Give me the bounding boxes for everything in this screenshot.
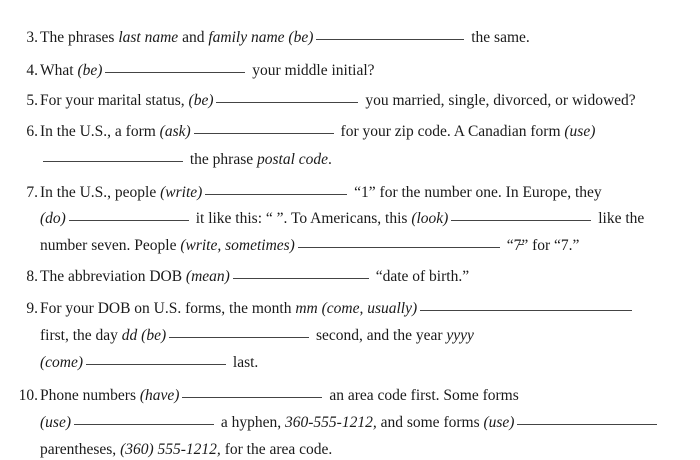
italic-text: (use) xyxy=(564,123,596,140)
text-fragment: for your zip code. A Canadian form xyxy=(336,123,565,140)
italic-text: (be) xyxy=(188,92,214,109)
italic-text: 360-555-1212, xyxy=(285,414,377,431)
text-fragment: “7̵” for “7.” xyxy=(502,237,580,254)
italic-text: (look) xyxy=(411,210,449,227)
italic-text: (have) xyxy=(139,387,180,404)
italic-text: (come) xyxy=(40,354,84,371)
answer-blank[interactable] xyxy=(105,72,245,73)
answer-blank[interactable] xyxy=(420,310,632,311)
item-text-line xyxy=(40,441,332,459)
item-text-line xyxy=(40,210,644,228)
italic-text: last name xyxy=(118,29,179,46)
answer-blank[interactable] xyxy=(205,194,347,195)
answer-blank[interactable] xyxy=(216,102,358,103)
italic-text: (use) xyxy=(40,414,71,431)
italic-text: (write) xyxy=(160,184,203,201)
italic-text: mm (come, usually) xyxy=(295,300,418,317)
text-fragment: the same. xyxy=(467,29,530,46)
answer-blank[interactable] xyxy=(69,220,189,221)
italic-text: (write, sometimes) xyxy=(180,237,295,254)
answer-blank[interactable] xyxy=(194,133,334,134)
item-text-line xyxy=(40,327,474,345)
text-fragment: it like this: “ ”. To Americans, this xyxy=(191,210,412,227)
text-fragment: the phrase xyxy=(186,151,258,168)
italic-text: dd (be) xyxy=(121,327,167,344)
text-fragment: For your marital status, xyxy=(40,92,189,109)
item-text-line xyxy=(40,184,602,202)
item-number: 10. xyxy=(18,387,38,404)
item-text-line xyxy=(40,414,660,432)
italic-text: postal code xyxy=(257,151,329,168)
answer-blank[interactable] xyxy=(43,161,183,162)
text-fragment: number seven. People xyxy=(40,237,181,254)
item-text-line xyxy=(40,151,332,169)
text-fragment: you married, single, divorced, or widowed? xyxy=(361,92,636,109)
item-text-line xyxy=(40,268,469,286)
text-fragment: In the U.S., a form xyxy=(40,123,160,140)
item-text-line xyxy=(40,237,579,255)
italic-text: (ask) xyxy=(159,123,191,140)
italic-text: (be) xyxy=(288,29,314,46)
text-fragment: first, the day xyxy=(40,327,122,344)
answer-blank[interactable] xyxy=(298,247,500,248)
item-number: 7. xyxy=(26,184,38,201)
item-number: 3. xyxy=(26,29,38,46)
text-fragment: What xyxy=(40,62,78,79)
text-fragment: The phrases xyxy=(40,29,119,46)
answer-blank[interactable] xyxy=(233,278,369,279)
italic-text: (do) xyxy=(40,210,66,227)
answer-blank[interactable] xyxy=(169,337,309,338)
item-text-line xyxy=(40,92,636,110)
item-number: 9. xyxy=(26,300,38,317)
answer-blank[interactable] xyxy=(182,397,322,398)
text-fragment: For your DOB on U.S. forms, the month xyxy=(40,300,296,317)
text-fragment: In the U.S., people xyxy=(40,184,161,201)
item-number: 8. xyxy=(26,268,38,285)
item-text-line xyxy=(40,387,519,405)
answer-blank[interactable] xyxy=(316,39,464,40)
item-text-line xyxy=(40,354,258,372)
text-fragment: a hyphen, xyxy=(217,414,286,431)
text-fragment: an area code first. Some forms xyxy=(325,387,519,404)
text-fragment: last. xyxy=(229,354,259,371)
italic-text: yyyy xyxy=(446,327,474,344)
text-fragment: . xyxy=(328,151,332,168)
italic-text: (360) 555-1212, xyxy=(120,441,221,458)
text-fragment: parentheses, xyxy=(40,441,121,458)
italic-text: (mean) xyxy=(185,268,230,285)
text-fragment: and some forms xyxy=(376,414,484,431)
text-fragment: for the area code. xyxy=(220,441,333,458)
item-text-line xyxy=(40,300,635,318)
italic-text: family name xyxy=(208,29,285,46)
text-fragment: The abbreviation DOB xyxy=(40,268,186,285)
text-fragment: “1” for the number one. In Europe, they xyxy=(350,184,602,201)
text-fragment: like the xyxy=(594,210,645,227)
item-text-line xyxy=(40,29,530,47)
italic-text: (use) xyxy=(483,414,515,431)
item-number: 4. xyxy=(26,62,38,79)
text-fragment: Phone numbers xyxy=(40,387,140,404)
answer-blank[interactable] xyxy=(86,364,226,365)
item-text-line xyxy=(40,62,375,80)
text-fragment: your middle initial? xyxy=(248,62,375,79)
answer-blank[interactable] xyxy=(451,220,591,221)
italic-text: (be) xyxy=(77,62,103,79)
item-text-line xyxy=(40,123,595,141)
text-fragment: “date of birth.” xyxy=(371,268,470,285)
text-fragment: and xyxy=(178,29,209,46)
item-number: 5. xyxy=(26,92,38,109)
answer-blank[interactable] xyxy=(74,424,214,425)
text-fragment: second, and the year xyxy=(312,327,447,344)
answer-blank[interactable] xyxy=(517,424,657,425)
item-number: 6. xyxy=(26,123,38,140)
